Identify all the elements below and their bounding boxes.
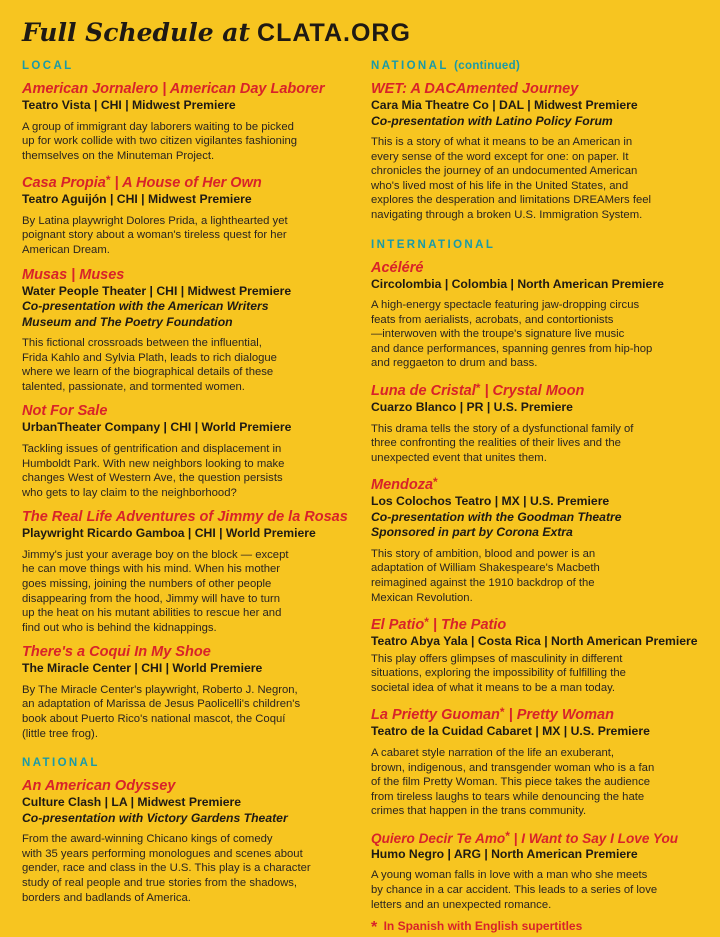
entry-title[interactable]: American Jornalero | American Day Laborer [22, 81, 325, 97]
entry-description: This fictional crossroads between the influential, Frida Kahlo and Sylvia Plath, leads to rich dialogue where we learn of the biographical details of these talented, passionate, and tormented women. [22, 337, 277, 393]
entry-meta: Humo Negro | ARG | North American Premiere [371, 846, 638, 861]
entry-meta: Cuarzo Blanco | PR | U.S. Premiere [371, 400, 573, 415]
entry-description: This is a story of what it means to be an American in every sense of the word except for one: on paper. It chronicles the journey of an undocumented American who's lived most of his life in the United States, and explores the desperation and limitations DREAMers feel navigating through a broken U.S. Immigration System. [371, 136, 652, 221]
entry-title[interactable]: La Prietty Guoman* | Pretty Woman [371, 705, 614, 724]
footnote-text: In Spanish with English supertitles [383, 919, 583, 934]
schedule-entry [22, 778, 357, 905]
schedule-entry [371, 474, 701, 605]
entry-title[interactable]: WET: A DACAmented Journey [371, 81, 579, 97]
entry-description: A young woman falls in love with a man who she meets by chance in a car accident. This leads to a series of love letters and an unexpected romance. [371, 869, 658, 911]
spanish-asterisk: * [433, 475, 438, 490]
entry-meta: Playwright Ricardo Gamboa | CHI | World Premiere [22, 526, 316, 541]
section-heading-local: LOCAL [22, 60, 74, 72]
schedule-entry [22, 267, 357, 395]
entry-title[interactable]: Acéléré [371, 259, 424, 276]
entry-meta: Circolombia | Colombia | North American Premiere [371, 276, 664, 291]
entry-description: A high-energy spectacle featuring jaw-dropping circus feats from aerialists, acrobats, and contortionists —interwoven with the troupe's signature live music and dance performances, spanning genres from hip-hop and reggaeton to drum and bass. [371, 299, 653, 370]
entry-description: By Latina playwright Dolores Prida, a lighthearted yet poignant story about a woman's tireless quest for her American Dream. [22, 214, 288, 256]
entry-title[interactable]: Mendoza* [371, 475, 438, 494]
entry-description: Jimmy's just your average boy on the block — except he can move things with his mind. When his mother goes missing, joining the numbers of other people disappearing from the hood, Jimmy will have to turn up the heat on his mutant abilities to rescue her and find out who is behind the kidnappings. [22, 548, 289, 634]
entry-description: From the award-winning Chicano kings of comedy with 35 years performing monologues and scenes about gender, race and class in the U.S. This play is a character study of real people and true stories from the shadows, borders and badlands of America. [22, 833, 311, 904]
entry-copresentation: Co-presentation with the Goodman Theatre [371, 509, 622, 524]
entry-copresentation: Co-presentation with the American Writers [22, 299, 269, 314]
entry-description: A group of immigrant day laborers waiting to be picked up for work collide with two citizen vigilantes fashioning themselves on the Minuteman Project. [22, 120, 298, 162]
footnote [371, 919, 701, 937]
entry-copresentation: Museum and The Poetry Foundation [22, 314, 233, 329]
entry-meta: The Miracle Center | CHI | World Premiere [22, 661, 263, 676]
entry-title[interactable]: El Patio* | The Patio [371, 615, 507, 634]
entry-title[interactable]: An American Odyssey [22, 778, 176, 795]
schedule-entry [371, 380, 701, 465]
schedule-entry [22, 172, 357, 257]
header-script-text: Full Schedule at [22, 18, 251, 47]
schedule-entry [371, 614, 701, 695]
entry-title[interactable]: Luna de Cristal* | Crystal Moon [371, 381, 585, 400]
entry-description: Tackling issues of gentrification and displacement in Humboldt Park. With new neighbors looking to make changes West of Western Ave, the question persists who gets to lay claim to the neighborhood? [22, 442, 285, 499]
entry-meta: Los Colochos Teatro | MX | U.S. Premiere [371, 494, 610, 509]
entry-description: By The Miracle Center's playwright, Roberto J. Negron, an adaptation of Marissa de Jesus Paolicelli's children's book about Puerto Rico's national mascot, the Coquí (little tree frog). [22, 683, 301, 740]
footnote-asterisk: * [371, 919, 378, 937]
schedule-entry [22, 403, 357, 500]
entry-title[interactable]: Musas | Muses [22, 266, 125, 283]
entry-meta: UrbanTheater Company | CHI | World Premiere [22, 420, 292, 435]
entry-copresentation: Co-presentation with Latino Policy Forum [371, 113, 613, 128]
entry-description: This drama tells the story of a dysfunctional family of three confronting the realities of their lives and the unexpected event that unites them. [371, 422, 634, 464]
entry-sponsor: Sponsored in part by Corona Extra [371, 525, 573, 540]
entry-meta: Cara Mia Theatre Co | DAL | Midwest Premiere [371, 98, 638, 112]
schedule-entry [371, 828, 701, 912]
spanish-asterisk: * [505, 828, 510, 843]
left-column [22, 58, 357, 905]
section-heading-national-continued: NATIONAL (continued) [371, 60, 521, 72]
schedule-entry [371, 704, 701, 818]
header-site-link[interactable]: CLATA.ORG [257, 19, 411, 47]
entry-meta: Teatro de la Cuidad Cabaret | MX | U.S. Premiere [371, 724, 650, 739]
entry-title[interactable]: Casa Propia* | A House of Her Own [22, 173, 262, 192]
entry-meta: Culture Clash | LA | Midwest Premiere [22, 795, 242, 810]
entry-title[interactable]: There's a Coqui In My Shoe [22, 644, 211, 661]
entry-meta: Teatro Abya Yala | Costa Rica | North American Premiere [371, 634, 698, 649]
entry-title[interactable]: Not For Sale [22, 403, 108, 420]
entry-description: This play offers glimpses of masculinity in different situations, exploring the impossibility of fulfilling the societal idea of what it means to be a man today. [371, 652, 626, 694]
entry-copresentation: Co-presentation with Victory Gardens Theater [22, 810, 288, 825]
schedule-entry [371, 81, 701, 223]
entry-title[interactable]: The Real Life Adventures of Jimmy de la Rosas [22, 509, 348, 526]
schedule-entry [22, 81, 357, 163]
section-heading-international: INTERNATIONAL [371, 238, 496, 251]
section-heading-national: NATIONAL [22, 757, 100, 770]
schedule-entry [22, 644, 357, 741]
entry-title[interactable]: Quiero Decir Te Amo* | I Want to Say I Love You [371, 828, 679, 846]
spanish-asterisk: * [499, 705, 505, 720]
entry-description: A cabaret style narration of the life an exuberant, brown, indigenous, and transgender woman who is a fan of the film Pretty Woman. This piece takes the audience from tireless laughs to tears while denouncing the hate crimes that happen in the trans community. [371, 746, 655, 818]
entry-meta: Teatro Aguijón | CHI | Midwest Premiere [22, 192, 252, 207]
entry-meta: Water People Theater | CHI | Midwest Premiere [22, 283, 292, 298]
schedule-entry [22, 509, 357, 635]
entry-meta: Teatro Vista | CHI | Midwest Premiere [22, 98, 236, 112]
entry-description: This story of ambition, blood and power is an adaptation of William Shakespeare's Macbeth reimagined against the 1910 backdrop of the Mexican Revolution. [371, 547, 600, 604]
spanish-asterisk: * [475, 381, 481, 396]
spanish-asterisk: * [105, 173, 111, 188]
page-header [22, 18, 411, 48]
schedule-entry [371, 260, 701, 371]
spanish-asterisk: * [424, 615, 429, 630]
right-column [371, 58, 701, 937]
